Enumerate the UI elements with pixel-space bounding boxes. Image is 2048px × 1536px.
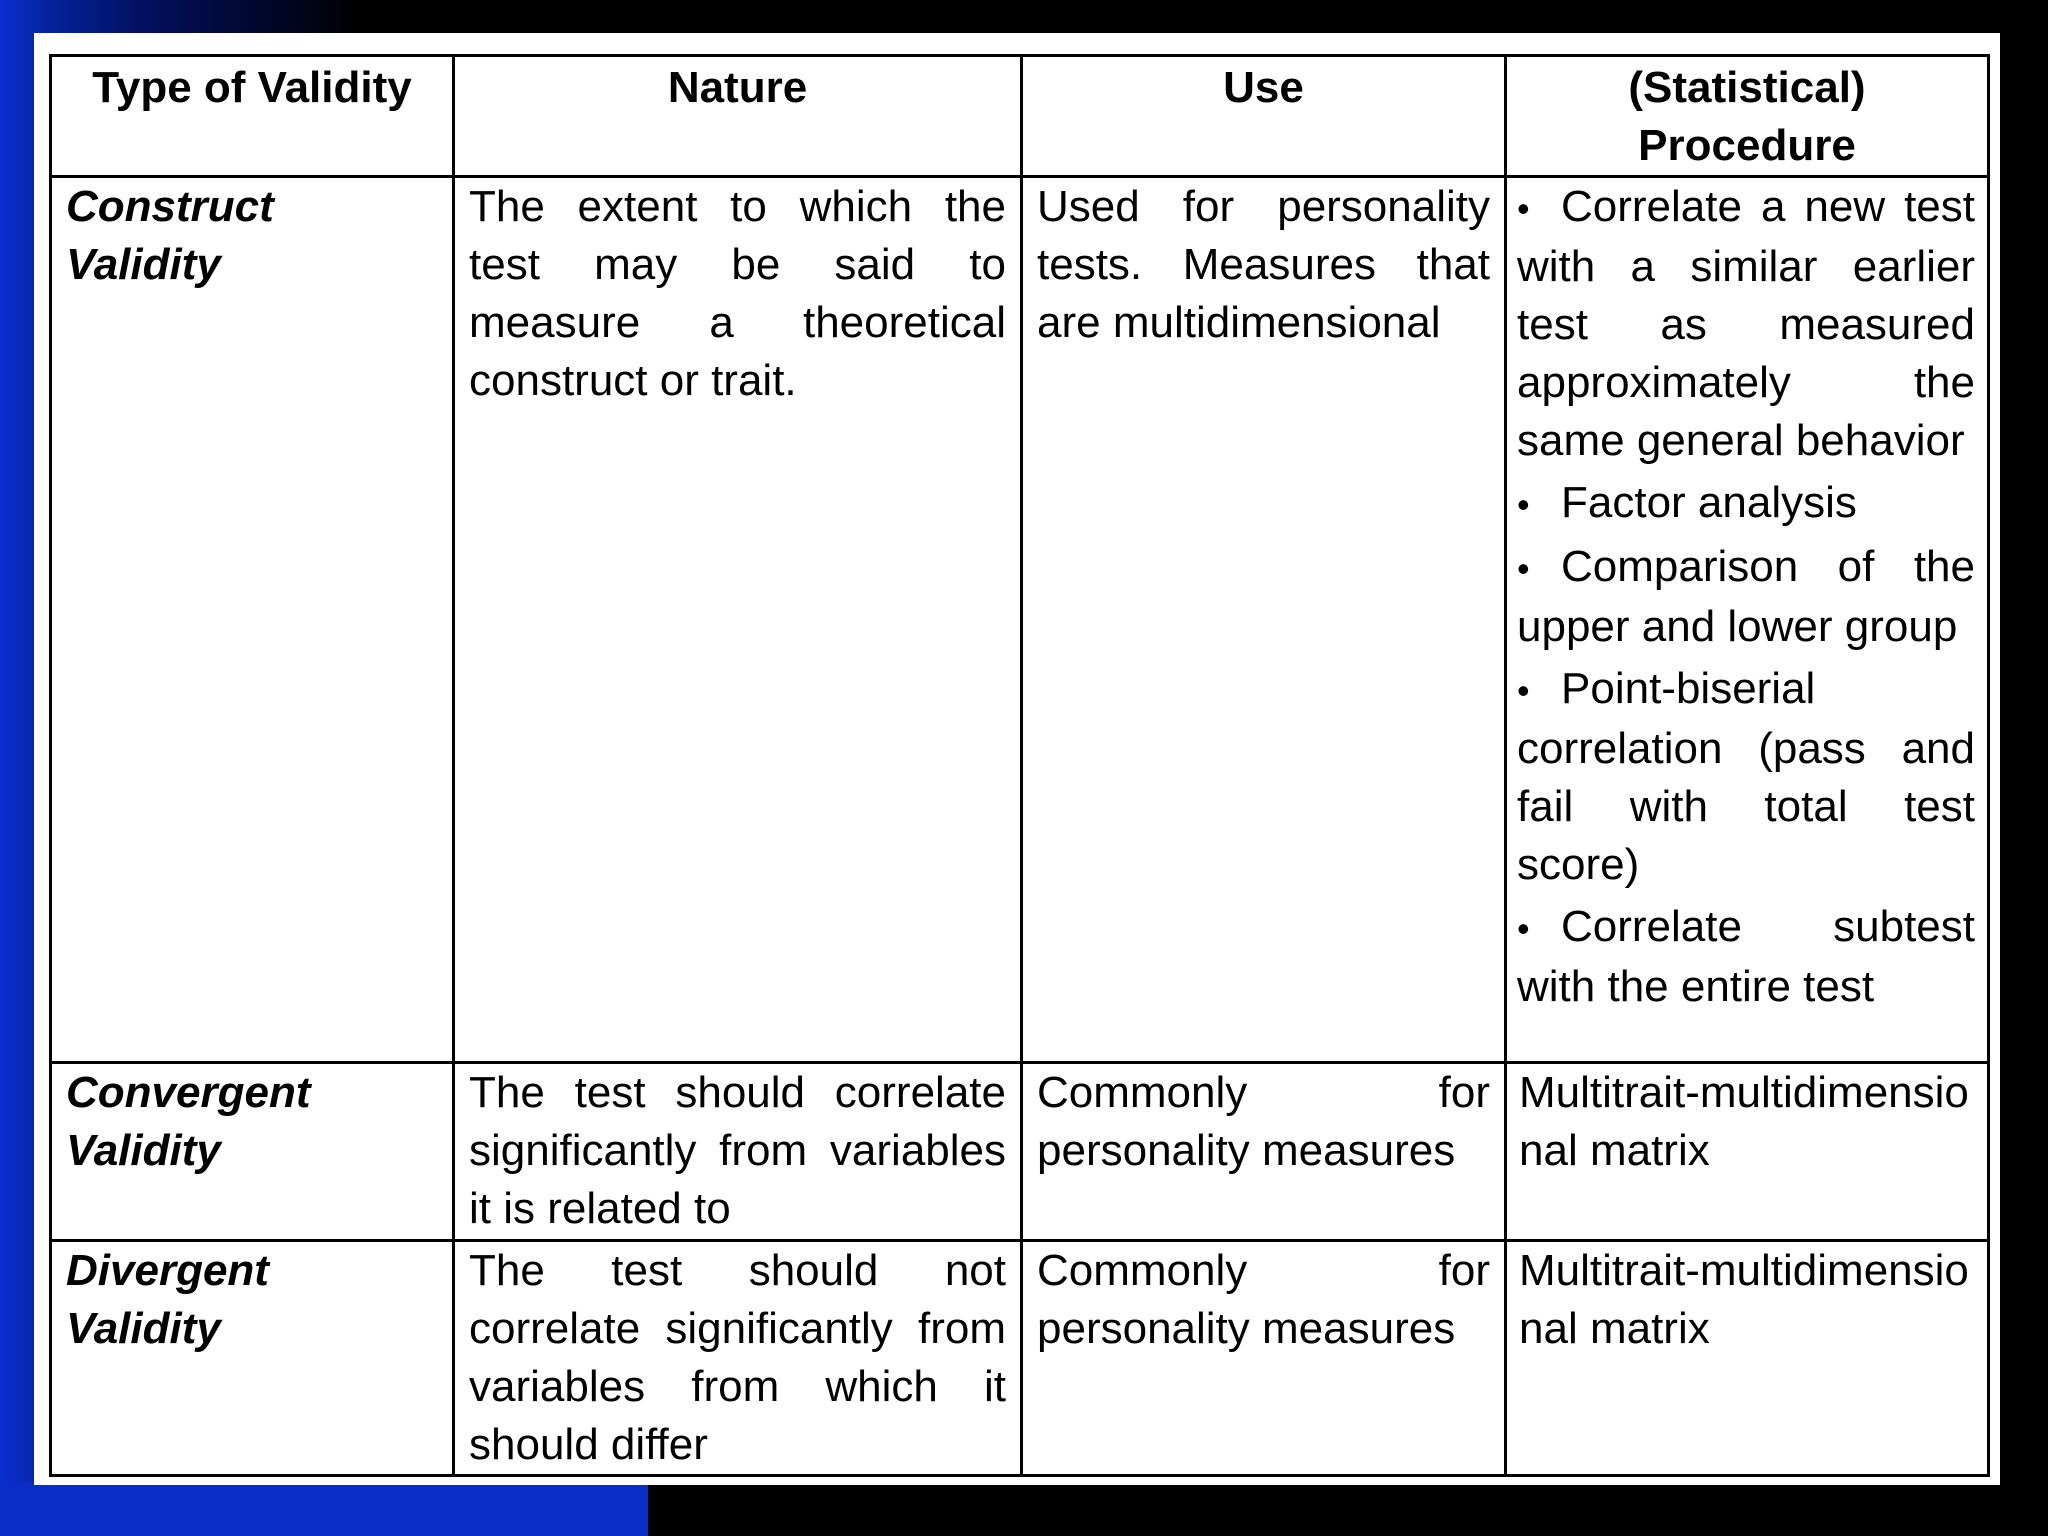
table-header-row <box>51 56 1989 177</box>
type-label-line2: Validity <box>66 1304 221 1353</box>
header-procedure-line1: (Statistical) <box>1628 63 1866 112</box>
type-label-line1: Construct <box>66 182 274 231</box>
procedure-item <box>1517 474 1975 534</box>
procedure-item <box>1517 178 1975 470</box>
header-nature: Nature <box>454 56 1022 177</box>
header-type-of-validity: Type of Validity <box>51 56 454 177</box>
procedure-item-text: Correlate a new test with a similar earlier test as measured approximately the same general behavior <box>1517 182 1975 465</box>
bullet-icon: • <box>1517 908 1530 949</box>
bullet-icon: • <box>1517 484 1530 525</box>
cell-use-construct: Used for personality tests. Measures that are multidimensional <box>1022 177 1506 1063</box>
procedure-item <box>1517 660 1975 894</box>
bullet-icon: • <box>1517 548 1530 589</box>
header-procedure <box>1506 56 1989 177</box>
bullet-icon: • <box>1517 670 1530 711</box>
table-row-divergent-validity <box>51 1241 1989 1476</box>
procedure-item-text: Factor analysis <box>1561 478 1857 527</box>
procedure-item <box>1517 538 1975 656</box>
cell-procedure-construct <box>1506 177 1989 1063</box>
cell-procedure-convergent: Multitrait-multidimensional matrix <box>1506 1063 1989 1241</box>
cell-use-convergent: Commonly for personality measures <box>1022 1063 1506 1241</box>
slide-accent-bar <box>0 1482 648 1536</box>
header-use: Use <box>1022 56 1506 177</box>
type-label-line2: Validity <box>66 1126 221 1175</box>
procedure-item <box>1517 898 1975 1016</box>
procedure-item-text: Point-biserial correlation (pass and fail with total test score) <box>1517 664 1975 889</box>
type-label-line1: Convergent <box>66 1068 311 1117</box>
type-label-line1: Divergent <box>66 1246 269 1295</box>
header-procedure-line2: Procedure <box>1638 121 1856 170</box>
type-label-line2: Validity <box>66 240 221 289</box>
cell-nature-divergent: The test should not correlate significantly from variables from which it should differ <box>454 1241 1022 1476</box>
procedure-list <box>1517 178 1975 1016</box>
bullet-icon: • <box>1517 188 1530 229</box>
table-row-convergent-validity <box>51 1063 1989 1241</box>
procedure-item-text: Correlate subtest with the entire test <box>1517 902 1975 1011</box>
validity-table <box>49 54 1990 1477</box>
table-row-construct-validity <box>51 177 1989 1063</box>
cell-type-divergent <box>51 1241 454 1476</box>
cell-nature-construct: The extent to which the test may be said to measure a theoretical construct or trait. <box>454 177 1022 1063</box>
cell-type-construct <box>51 177 454 1063</box>
cell-type-convergent <box>51 1063 454 1241</box>
cell-nature-convergent: The test should correlate significantly from variables it is related to <box>454 1063 1022 1241</box>
cell-procedure-divergent: Multitrait-multidimensional matrix <box>1506 1241 1989 1476</box>
cell-use-divergent: Commonly for personality measures <box>1022 1241 1506 1476</box>
procedure-item-text: Comparison of the upper and lower group <box>1517 542 1975 651</box>
